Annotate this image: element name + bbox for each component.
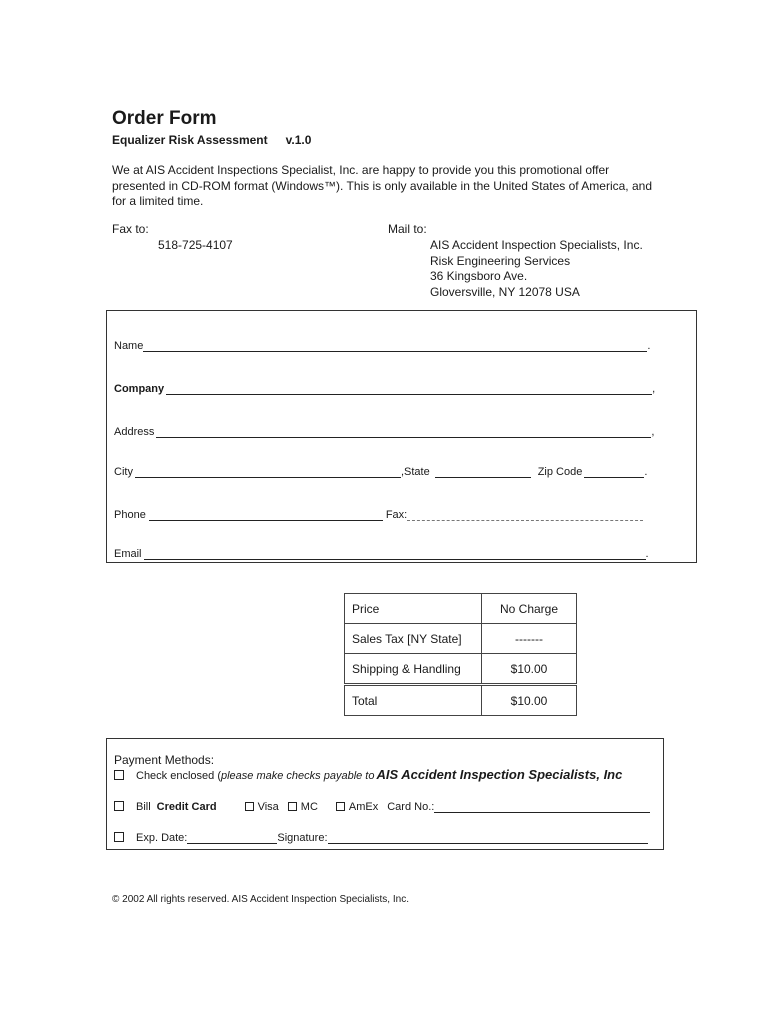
mc-label: MC: [300, 801, 318, 813]
total-label: Total: [345, 685, 482, 716]
card-number-label: Card No.:: [387, 801, 435, 813]
copyright-footer: © 2002 All rights reserved. AIS Accident Inspection Specialists, Inc.: [112, 894, 409, 905]
fax-field[interactable]: [407, 508, 643, 521]
address-line: Gloversville, NY 12078 USA: [430, 284, 580, 299]
bill-checkbox[interactable]: [114, 801, 124, 811]
email-label: Email: [114, 548, 142, 560]
city-label: City: [114, 466, 133, 478]
product-name: Equalizer Risk Assessment: [112, 133, 268, 147]
address-label: Address: [114, 426, 155, 438]
address-line: 36 Kingsboro Ave.: [430, 269, 528, 283]
expiry-row: [114, 831, 648, 844]
product-version: v.1.0: [285, 133, 312, 147]
end-mark: ,: [651, 426, 655, 438]
amex-checkbox[interactable]: [336, 802, 345, 811]
sales-tax-value: -------: [482, 624, 577, 654]
end-mark: .: [644, 466, 648, 478]
city-row: [114, 465, 647, 478]
company-field[interactable]: [166, 382, 652, 395]
name-field[interactable]: [143, 339, 647, 352]
visa-checkbox[interactable]: [245, 802, 254, 811]
signature-label: Signature:: [277, 832, 328, 844]
price-label: Price: [345, 594, 482, 624]
fax-number: 518-725-4107: [158, 238, 233, 252]
card-number-field[interactable]: [434, 800, 650, 813]
price-value: No Charge: [482, 594, 577, 624]
end-mark: .: [647, 340, 651, 352]
state-label: ,State: [400, 466, 430, 478]
payment-box: [106, 738, 664, 850]
credit-card-label: Credit Card: [156, 801, 217, 813]
address-row: [114, 425, 654, 438]
email-row: [114, 547, 649, 560]
exp-date-label: Exp. Date:: [136, 832, 188, 844]
fax-to-label: Fax to:: [112, 222, 149, 236]
total-value: $10.00: [482, 685, 577, 716]
exp-date-field[interactable]: [187, 831, 277, 844]
address-field[interactable]: [156, 425, 651, 438]
email-field[interactable]: [144, 547, 646, 560]
page-title: Order Form: [112, 108, 217, 129]
signature-field[interactable]: [328, 831, 648, 844]
fax-label: Fax:: [385, 509, 408, 521]
address-line: Risk Engineering Services: [430, 253, 571, 268]
check-label: Check enclosed (: [136, 770, 221, 782]
visa-label: Visa: [257, 801, 279, 813]
shipping-label: Shipping & Handling: [345, 654, 482, 685]
check-row: [114, 767, 622, 782]
phone-field[interactable]: [149, 508, 383, 521]
check-checkbox[interactable]: [114, 770, 124, 780]
state-field[interactable]: [435, 465, 531, 478]
payment-title: Payment Methods:: [114, 753, 215, 767]
table-row: [345, 654, 577, 685]
company-row: [114, 382, 655, 395]
intro-paragraph: We at AIS Accident Inspections Specialist, Inc. are happy to provide you this promotional offer presented in CD-ROM format (Windows™). This is only available in the United States of America, and for a limited time.: [112, 163, 652, 208]
check-payee: AIS Accident Inspection Specialists, Inc: [376, 767, 623, 782]
city-field[interactable]: [135, 465, 401, 478]
name-label: Name: [114, 340, 144, 352]
zip-field[interactable]: [584, 465, 644, 478]
mailing-address: [430, 238, 643, 300]
table-row: [345, 685, 577, 716]
table-row: [345, 594, 577, 624]
mc-checkbox[interactable]: [288, 802, 297, 811]
bill-label: Bill: [136, 801, 151, 813]
amex-label: AmEx: [348, 801, 379, 813]
credit-card-row: [114, 800, 650, 813]
phone-row: [114, 508, 643, 521]
table-row: [345, 624, 577, 654]
shipping-value: $10.00: [482, 654, 577, 685]
company-label: Company: [114, 383, 165, 395]
expiry-checkbox[interactable]: [114, 832, 124, 842]
name-row: [114, 339, 650, 352]
mail-to-label: Mail to:: [388, 222, 427, 236]
sales-tax-label: Sales Tax [NY State]: [345, 624, 482, 654]
end-mark: ,: [652, 383, 656, 395]
price-table: [344, 593, 577, 716]
phone-label: Phone: [114, 509, 146, 521]
zip-label: Zip Code: [537, 466, 583, 478]
end-mark: .: [645, 548, 649, 560]
check-note: please make checks payable to: [221, 770, 375, 782]
address-line: AIS Accident Inspection Specialists, Inc.: [430, 238, 643, 252]
customer-info-box: [106, 310, 697, 563]
product-title: [112, 133, 311, 147]
